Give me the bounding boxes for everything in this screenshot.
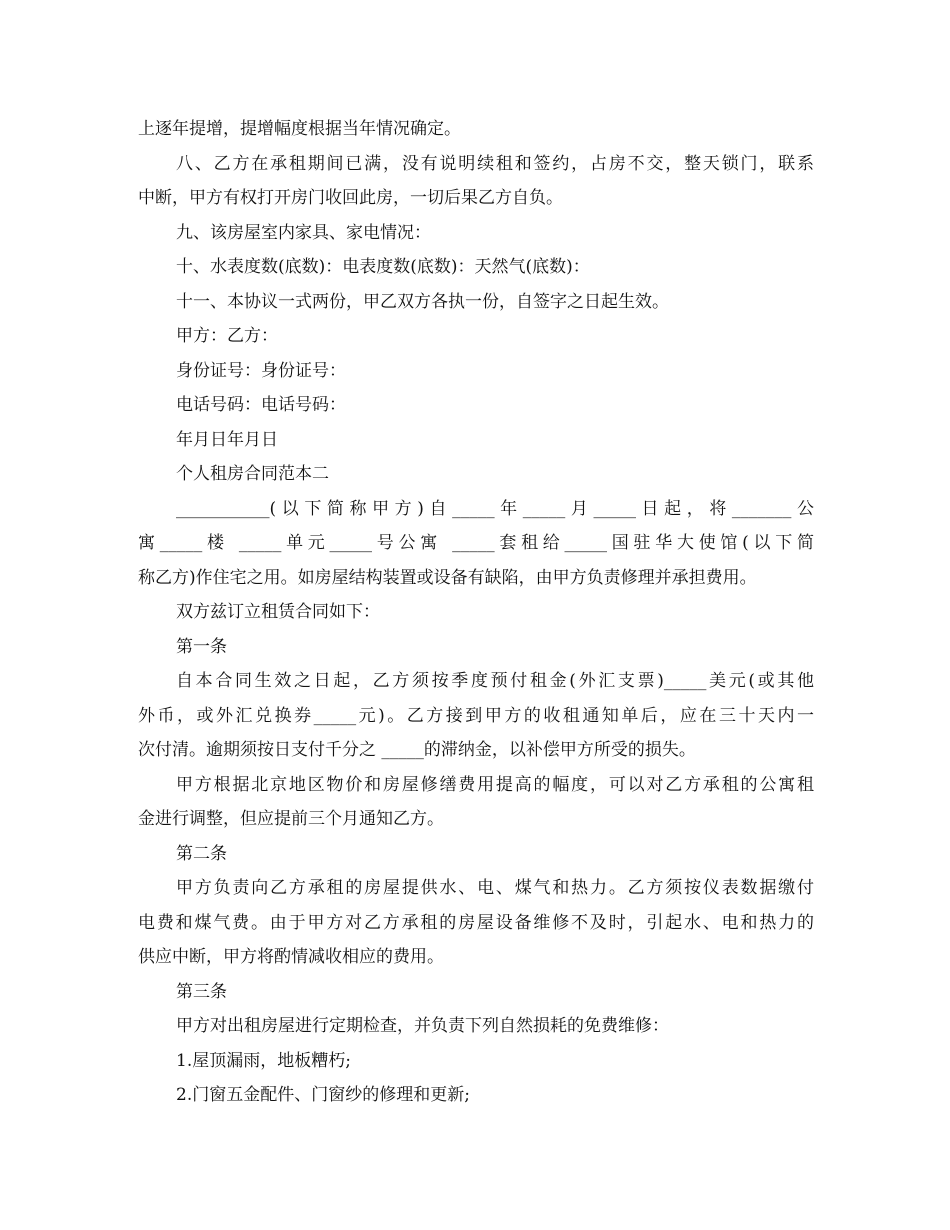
text-line: 八、乙方在承租期间已满，没有说明续租和签约，占房不交，整天锁门，联系 bbox=[176, 153, 814, 174]
text-line: 外币，或外汇兑换券_____元)。乙方接到甲方的收租通知单后，应在三十天内一 bbox=[138, 705, 814, 726]
text-line: 十、水表度数(底数)：电表度数(底数)：天然气(底数)： bbox=[176, 257, 590, 277]
text-line: 九、该房屋室内家具、家电情况： bbox=[176, 222, 431, 243]
text-line: 电费和煤气费。由于甲方对乙方承租的房屋设备维修不及时，引起水、电和热力的 bbox=[138, 912, 814, 933]
text-line: 甲方对出租房屋进行定期检查，并负责下列自然损耗的免费维修： bbox=[176, 1016, 669, 1036]
text-line: 甲方负责向乙方承租的房屋提供水、电、煤气和热力。乙方须按仪表数据缴付 bbox=[176, 878, 814, 898]
text-line: 甲方根据北京地区物价和房屋修缮费用提高的幅度，可以对乙方承租的公寓租 bbox=[176, 774, 814, 795]
article-heading: 第三条 bbox=[176, 981, 227, 1002]
text-line: 电话号码：电话号码： bbox=[176, 395, 346, 415]
text-line: 十一、本协议一式两份，甲乙双方各执一份，自签字之日起生效。 bbox=[176, 291, 669, 312]
text-line: 次付清。逾期须按日支付千分之 _____的滞纳金，以补偿甲方所受的损失。 bbox=[138, 740, 696, 760]
text-line: 供应中断，甲方将酌情减收相应的费用。 bbox=[138, 947, 444, 967]
text-line: 双方兹订立租赁合同如下： bbox=[176, 602, 380, 622]
list-item: 1.屋顶漏雨，地板糟朽; bbox=[176, 1050, 351, 1071]
text-line: 中断，甲方有权打开房门收回此房，一切后果乙方自负。 bbox=[138, 188, 563, 208]
text-line: 上逐年提增，提增幅度根据当年情况确定。 bbox=[138, 119, 461, 139]
text-line: 金进行调整，但应提前三个月通知乙方。 bbox=[138, 809, 444, 829]
text-line: 甲方：乙方： bbox=[176, 326, 278, 346]
text-line: 身份证号：身份证号： bbox=[176, 360, 346, 381]
text-line: 年月日年月日 bbox=[176, 429, 278, 450]
article-heading: 第一条 bbox=[176, 636, 227, 657]
text-line: ___________(以下简称甲方)自_____年_____月_____日起，将_______公 bbox=[176, 498, 814, 519]
document-body bbox=[138, 112, 814, 1113]
article-heading: 第二条 bbox=[176, 843, 227, 864]
text-line: 自本合同生效之日起，乙方须按季度预付租金(外汇支票)_____美元(或其他 bbox=[176, 671, 814, 691]
text-line: 称乙方)作住宅之用。如房屋结构装置或设备有缺陷，由甲方负责修理并承担费用。 bbox=[138, 567, 757, 588]
text-line: 寓_____楼 _____单元_____号公寓 _____套租给_____国驻华大使馆(以下简 bbox=[138, 533, 814, 553]
section-heading: 个人租房合同范本二 bbox=[176, 464, 329, 484]
list-item: 2.门窗五金配件、门窗纱的修理和更新; bbox=[176, 1085, 470, 1105]
